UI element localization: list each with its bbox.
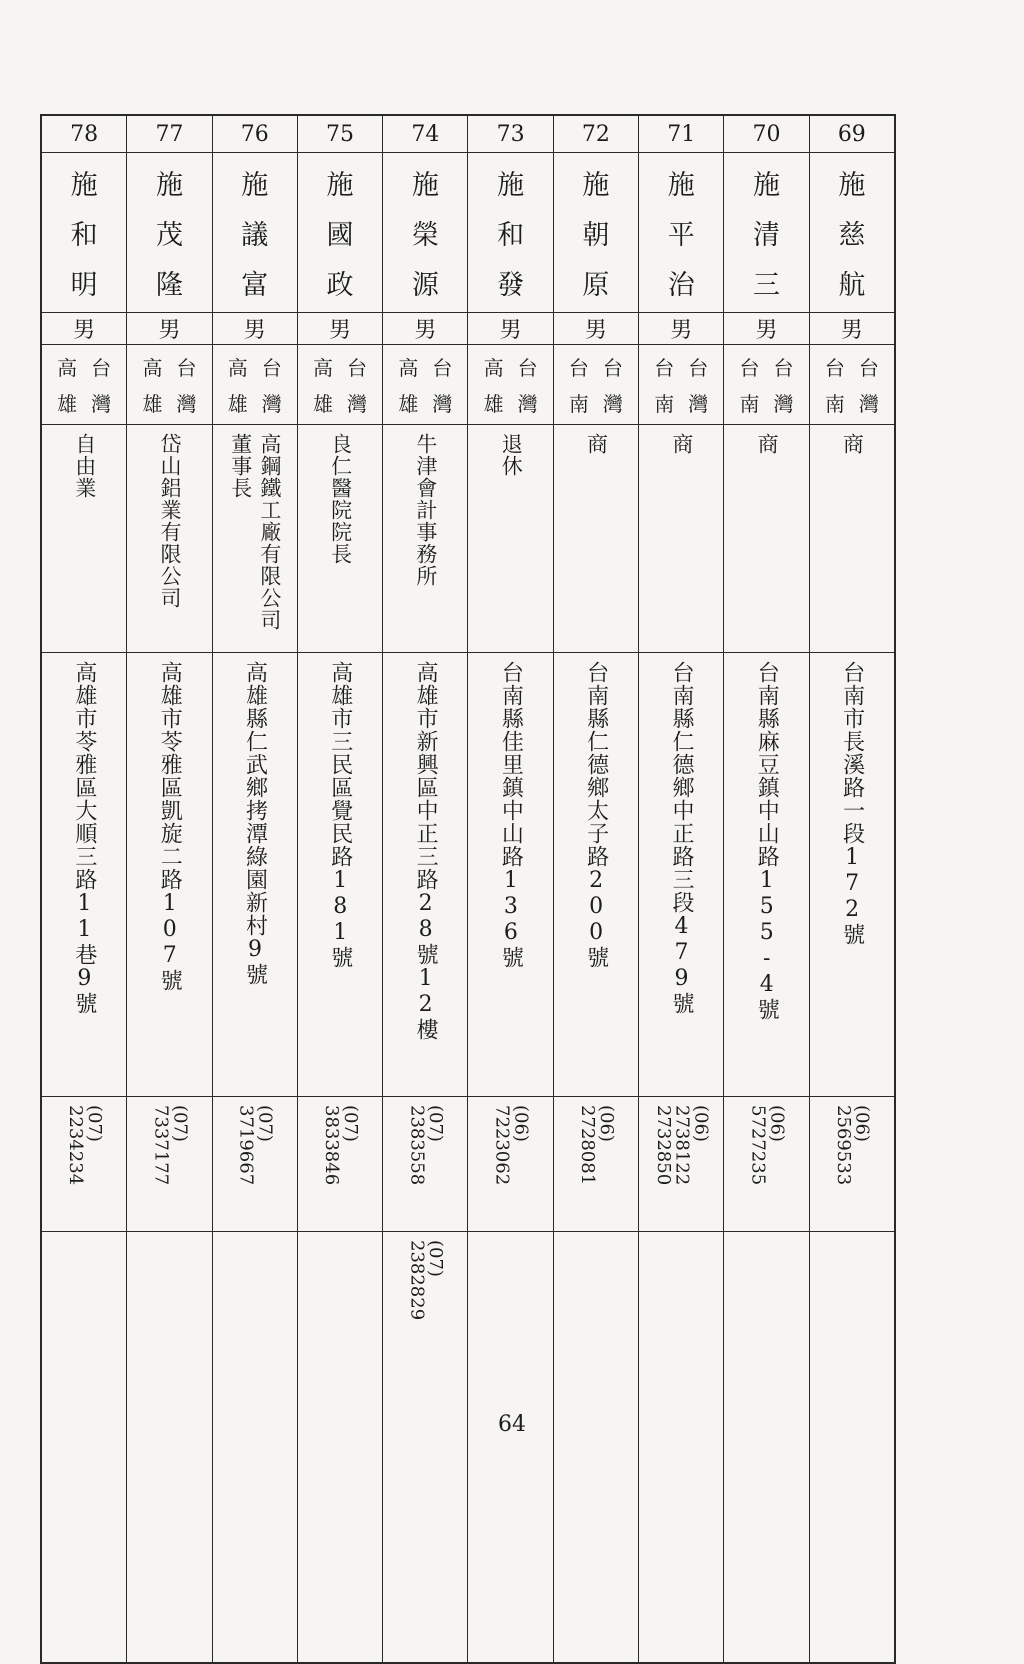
entry-number: 71 — [667, 121, 696, 147]
address — [724, 652, 808, 1096]
telephone-text: (06) 2728081 — [576, 1105, 617, 1186]
telephone-text: (07) 7337177 — [150, 1105, 191, 1186]
address — [639, 652, 723, 1096]
occupation — [298, 424, 382, 652]
sex: 男 — [639, 312, 723, 344]
name-char: 富 — [241, 270, 269, 302]
origin-char: 灣 — [688, 391, 709, 416]
name-char: 施 — [497, 169, 525, 201]
occupation-line: 董事長 — [228, 433, 253, 499]
name-char: 政 — [326, 270, 354, 302]
origin-part — [859, 349, 879, 420]
origin — [724, 344, 808, 424]
address — [554, 652, 638, 1096]
origin-char: 灣 — [432, 391, 453, 416]
address — [298, 652, 382, 1096]
name-char: 航 — [838, 270, 866, 302]
telephone — [42, 1096, 126, 1231]
telephone — [554, 1096, 638, 1231]
sex: 男 — [127, 312, 211, 344]
origin — [639, 344, 723, 424]
entry-number: 70 — [752, 121, 781, 147]
occupation-line: 牛津會計事務所 — [413, 433, 438, 587]
origin-char: 台 — [176, 356, 197, 381]
origin-char: 灣 — [858, 391, 879, 416]
sex: 男 — [724, 312, 808, 344]
origin-char: 雄 — [57, 391, 78, 416]
origin-char: 台 — [773, 356, 794, 381]
sex: 男 — [213, 312, 297, 344]
telephone — [724, 1096, 808, 1231]
origin-part — [774, 349, 794, 420]
origin-char: 南 — [824, 391, 845, 416]
address-text: 台南縣仁德鄉中正路三段479號 — [668, 661, 694, 1015]
person-name — [554, 152, 638, 312]
origin-char: 高 — [142, 356, 163, 381]
origin-part — [347, 349, 367, 420]
address-text: 高雄縣仁武鄉拷潭綠園新村9號 — [242, 661, 268, 986]
origin-char: 南 — [654, 391, 675, 416]
origin — [468, 344, 552, 424]
address-text: 高雄市苓雅區凱旋二路107號 — [157, 661, 183, 992]
origin-part — [398, 349, 418, 420]
sex: 男 — [298, 312, 382, 344]
origin-part — [176, 349, 196, 420]
person-name — [42, 152, 126, 312]
origin-char: 高 — [398, 356, 419, 381]
person-name — [127, 152, 211, 312]
origin-char: 灣 — [517, 391, 538, 416]
sex: 男 — [468, 312, 552, 344]
origin — [554, 344, 638, 424]
telephone — [127, 1096, 211, 1231]
origin-char: 台 — [654, 356, 675, 381]
origin-char: 南 — [568, 391, 589, 416]
address-text: 台南市長溪路一段172號 — [839, 661, 865, 946]
origin-part — [228, 349, 248, 420]
name-char: 和 — [497, 219, 525, 251]
occupation-line: 岱山鋁業有限公司 — [158, 433, 183, 609]
entry-number: 69 — [837, 121, 866, 147]
name-char: 施 — [326, 169, 354, 201]
origin-part — [740, 349, 760, 420]
occupation-line: 商 — [840, 433, 865, 455]
origin-char: 台 — [602, 356, 623, 381]
origin-part — [569, 349, 589, 420]
name-char: 施 — [70, 169, 98, 201]
address — [213, 652, 297, 1096]
entry-number: 75 — [326, 121, 355, 147]
origin-char: 灣 — [347, 391, 368, 416]
telephone — [468, 1096, 552, 1231]
address — [383, 652, 467, 1096]
origin-char: 雄 — [313, 391, 334, 416]
occupation — [42, 424, 126, 652]
person-name — [298, 152, 382, 312]
origin-char: 雄 — [142, 391, 163, 416]
origin-char: 灣 — [261, 391, 282, 416]
name-char: 施 — [411, 169, 439, 201]
person-name — [213, 152, 297, 312]
origin-char: 高 — [483, 356, 504, 381]
origin-char: 高 — [227, 356, 248, 381]
name-char: 源 — [411, 270, 439, 302]
telephone-text: (07) 3833846 — [321, 1105, 361, 1186]
origin — [810, 344, 894, 424]
name-char: 施 — [241, 169, 269, 201]
occupation-line: 商 — [755, 433, 780, 455]
name-char: 茂 — [155, 219, 183, 251]
occupation-line: 高鋼鐵工廠有限公司 — [257, 433, 282, 631]
origin-part — [484, 349, 504, 420]
origin-char: 灣 — [91, 391, 112, 416]
telephone — [639, 1096, 723, 1231]
origin-char: 雄 — [227, 391, 248, 416]
occupation — [810, 424, 894, 652]
name-char: 議 — [241, 219, 269, 251]
person-name — [383, 152, 467, 312]
origin-char: 高 — [57, 356, 78, 381]
address-text: 高雄市新興區中正三路28號12樓 — [413, 661, 439, 1041]
address — [42, 652, 126, 1096]
occupation-line: 商 — [584, 433, 609, 455]
address-text: 台南縣麻豆鎮中山路155-4號 — [754, 661, 780, 1021]
name-char: 明 — [70, 270, 98, 302]
address-text: 台南縣仁德鄉太子路200號 — [583, 661, 609, 969]
page-number: 64 — [498, 1412, 526, 1437]
origin-char: 台 — [568, 356, 589, 381]
address-text: 高雄市苓雅區大順三路11巷9號 — [71, 661, 97, 1015]
sex: 男 — [383, 312, 467, 344]
sex: 男 — [810, 312, 894, 344]
telephone-text: (06) 5727235 — [747, 1105, 788, 1186]
occupation-line: 商 — [669, 433, 694, 455]
telephone — [383, 1096, 467, 1231]
origin-part — [313, 349, 333, 420]
name-char: 平 — [667, 219, 695, 251]
entry-number: 74 — [411, 121, 440, 147]
telephone — [298, 1096, 382, 1231]
origin-part — [518, 349, 538, 420]
name-char: 施 — [838, 169, 866, 201]
occupation — [724, 424, 808, 652]
occupation-line: 自由業 — [72, 433, 97, 499]
entry-number: 73 — [496, 121, 525, 147]
address — [810, 652, 894, 1096]
name-char: 三 — [753, 270, 781, 302]
origin — [383, 344, 467, 424]
origin — [213, 344, 297, 424]
origin — [298, 344, 382, 424]
origin — [127, 344, 211, 424]
telephone-text: (07) 2234234 — [65, 1105, 106, 1186]
occupation — [127, 424, 211, 652]
entry-number: 72 — [581, 121, 610, 147]
origin-char: 台 — [91, 356, 112, 381]
origin-part — [825, 349, 845, 420]
occupation-line: 良仁醫院院長 — [328, 433, 353, 565]
name-char: 發 — [497, 270, 525, 302]
address — [127, 652, 211, 1096]
origin-char: 台 — [517, 356, 538, 381]
occupation — [468, 424, 552, 652]
name-char: 治 — [667, 270, 695, 302]
occupation — [554, 424, 638, 652]
name-char: 國 — [326, 219, 354, 251]
origin-part — [603, 349, 623, 420]
origin-part — [432, 349, 452, 420]
origin-char: 台 — [739, 356, 760, 381]
name-char: 榮 — [411, 219, 439, 251]
occupation — [639, 424, 723, 652]
origin-char: 灣 — [602, 391, 623, 416]
name-char: 施 — [155, 169, 183, 201]
origin-char: 台 — [347, 356, 368, 381]
origin-char: 灣 — [773, 391, 794, 416]
entry-number: 76 — [240, 121, 269, 147]
origin-char: 台 — [858, 356, 879, 381]
origin-char: 台 — [824, 356, 845, 381]
origin-char: 南 — [739, 391, 760, 416]
name-char: 隆 — [155, 270, 183, 302]
name-char: 和 — [70, 219, 98, 251]
person-name — [810, 152, 894, 312]
occupation — [213, 424, 297, 652]
telephone-text: (06) 2738122 2732850 — [652, 1105, 712, 1186]
sex: 男 — [554, 312, 638, 344]
telephone — [213, 1096, 297, 1231]
occupation-line: 退休 — [499, 433, 524, 477]
name-char: 原 — [582, 270, 610, 302]
name-char: 施 — [667, 169, 695, 201]
telephone — [810, 1096, 894, 1231]
sex: 男 — [42, 312, 126, 344]
name-char: 施 — [753, 169, 781, 201]
person-name — [468, 152, 552, 312]
origin-part — [688, 349, 708, 420]
name-char: 慈 — [838, 219, 866, 251]
address — [468, 652, 552, 1096]
telephone-text: (07) 2383558 — [406, 1105, 447, 1186]
name-char: 朝 — [582, 219, 610, 251]
telephone-alt-text: (07) 2382829 — [406, 1240, 447, 1321]
origin-char: 高 — [313, 356, 334, 381]
entry-number: 77 — [155, 121, 184, 147]
origin-part — [57, 349, 77, 420]
origin-char: 雄 — [398, 391, 419, 416]
origin — [42, 344, 126, 424]
origin-char: 灣 — [176, 391, 197, 416]
origin-char: 雄 — [483, 391, 504, 416]
origin-char: 台 — [432, 356, 453, 381]
origin-char: 台 — [261, 356, 282, 381]
origin-part — [142, 349, 162, 420]
person-name — [639, 152, 723, 312]
name-char: 施 — [582, 169, 610, 201]
origin-char: 台 — [688, 356, 709, 381]
person-name — [724, 152, 808, 312]
entry-number: 78 — [70, 121, 99, 147]
telephone-text: (07) 3719667 — [235, 1105, 276, 1186]
address-text: 高雄市三民區覺民路181號 — [327, 661, 353, 969]
name-char: 清 — [753, 219, 781, 251]
address-text: 台南縣佳里鎮中山路136號 — [498, 661, 524, 969]
origin-part — [654, 349, 674, 420]
telephone-text: (06) 2569533 — [832, 1105, 873, 1186]
origin-part — [262, 349, 282, 420]
occupation — [383, 424, 467, 652]
telephone-text: (06) 7223062 — [491, 1105, 532, 1186]
origin-part — [91, 349, 111, 420]
